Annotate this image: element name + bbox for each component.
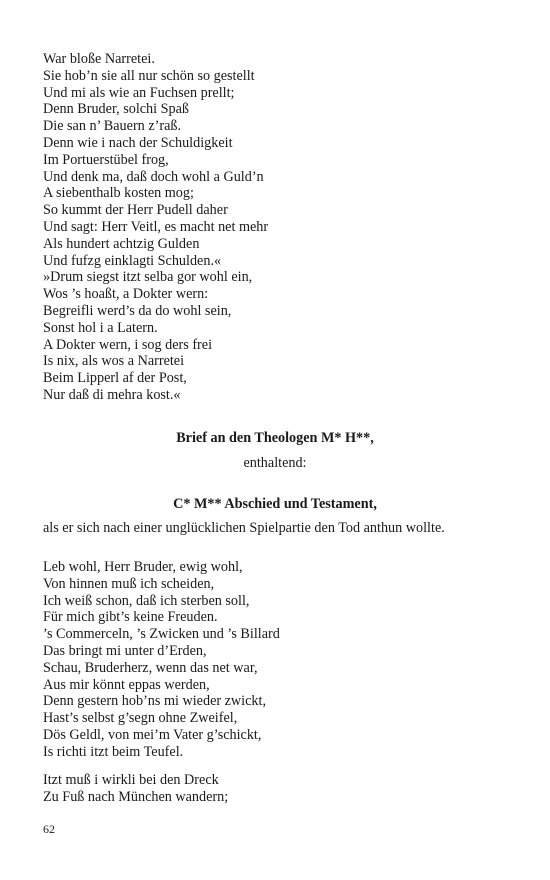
verse-line: Aus mir könnt eppas werden, [43,676,210,693]
verse-line: Nur daß di mehra kost.« [43,386,181,403]
verse-line: »Drum siegst itzt selba gor wohl ein, [43,269,253,286]
verse-line: Hast’s selbst g’segn ohne Zweifel, [43,710,238,727]
page-number: 62 [43,822,55,836]
verse-line: Denn Bruder, solchi Spaß [43,101,190,118]
verse-line: Schau, Bruderherz, wenn das net war, [43,659,258,676]
verse-line: Zu Fuß nach München wandern; [43,788,229,805]
verse-line: Sie hob’n sie all nur schön so gestellt [43,67,255,84]
verse-line: Denn gestern hob’ns mi wieder zwickt, [43,693,266,710]
verse-line: A Dokter wern, i sog ders frei [43,336,213,353]
verse-line: Ich weiß schon, daß ich sterben soll, [43,592,250,609]
verse-line: Und denk ma, daß doch wohl a Guld’n [43,168,264,185]
verse-line: Als hundert achtzig Gulden [43,235,200,252]
verse-line: Itzt muß i wirkli bei den Dreck [43,772,219,788]
verse-line: Denn wie i nach der Schuldigkeit [43,134,233,151]
verse-line: Leb wohl, Herr Bruder, ewig wohl, [43,559,243,575]
testament-heading: C* M** Abschied und Testament, [173,496,377,512]
verse-line: Für mich gibt’s keine Freuden. [43,609,218,626]
verse-line: Begreifli werd’s da do wohl sein, [43,302,232,319]
verse-line: Im Portuerstübel frog, [43,151,169,168]
verse-line: Das bringt mi unter d’Erden, [43,642,207,659]
verse-line: Is richti itzt beim Teufel. [43,743,184,760]
verse-line: Von hinnen muß ich scheiden, [43,575,215,592]
verse-line: ’s Commerceln, ’s Zwicken und ’s Billard [43,626,280,643]
verse-line: Und sagt: Herr Veitl, es macht net mehr [43,218,269,235]
poem-continuation [43,51,268,404]
verse-line: A siebenthalb kosten mog; [43,185,194,202]
testament-stanza-1 [43,559,280,761]
verse-line: Die san n’ Bauern z’raß. [43,118,182,135]
testament-intro: als er sich nach einer unglücklichen Spielpartie den Tod anthun wollte. [43,520,445,536]
verse-line: War bloße Narretei. [43,51,155,67]
verse-line: Dös Geldl, von mei’m Vater g’schickt, [43,726,262,743]
verse-line: Und fufzg einklagti Schulden.« [43,252,222,269]
verse-line: So kummt der Herr Pudell daher [43,202,228,219]
verse-line: Is nix, als wos a Narretei [43,353,185,370]
testament-stanza-2 [43,772,228,806]
verse-line: Beim Lipperl af der Post, [43,370,187,387]
letter-subheading: enthaltend: [243,455,307,471]
letter-heading: Brief an den Theologen M* H**, [176,430,374,446]
verse-line: Und mi als wie an Fuchsen prellt; [43,84,235,101]
verse-line: Wos ’s hoaßt, a Dokter wern: [43,286,209,303]
verse-line: Sonst hol i a Latern. [43,319,158,336]
